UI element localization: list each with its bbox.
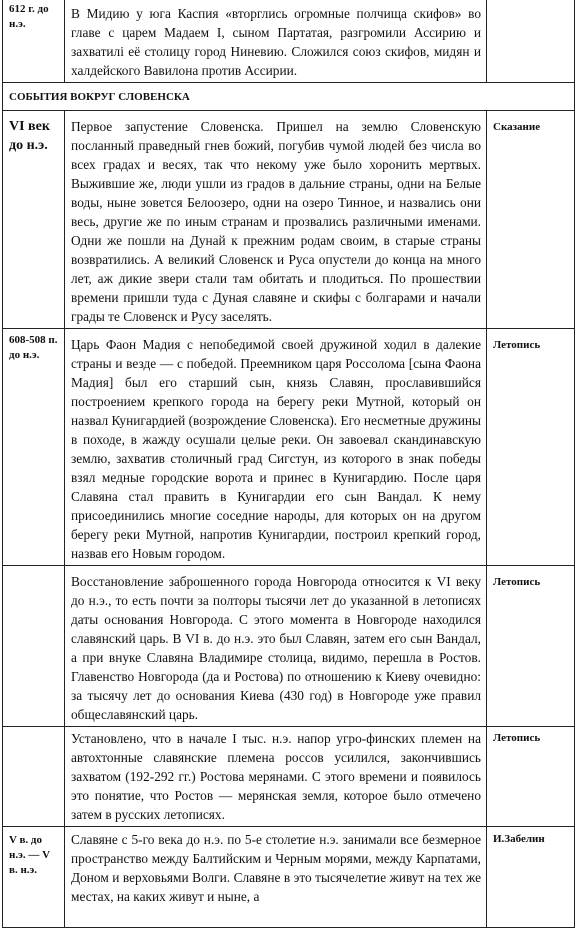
chronology-table bbox=[2, 0, 575, 928]
event-text: Восстановление заброшенного города Новгорода относится к VI веку до н.э., то есть почти за полторы тысячи лет до указанной в летописях даты основания Новгорода. С этого момента в Новгороде находился славянский царь. В VI в. до н.э. это был Славян, затем его сын Вандал, а при внуке Славяна Владимире столица, видимо, перешла в Ростов. Главенство Новгорода (да и Ростова) по отношению к Киеву очевидно: за тысячу лет до основания Киева (430 год) в Новгороде уже правил общеславянский царь. bbox=[71, 574, 481, 722]
table-row bbox=[3, 827, 575, 928]
date-cell bbox=[3, 329, 65, 566]
section-header-row bbox=[3, 83, 575, 111]
event-source: Летопись bbox=[493, 339, 541, 351]
source-cell bbox=[487, 827, 575, 928]
table-row bbox=[3, 111, 575, 329]
source-cell bbox=[487, 727, 575, 827]
table-row bbox=[3, 727, 575, 827]
event-text: Установлено, что в начале I тыс. н.э. напор угро-финских племен на автохтонные славянские племена россов усилился, закончившись захватом (192-292 гг.) Ростова мерянами. С этого времени и появилось это понятие, что Ростов — мерянская земля, которое было отмечено затем в русских летописях. bbox=[71, 731, 481, 822]
text-cell bbox=[65, 727, 487, 827]
text-cell bbox=[65, 827, 487, 928]
event-source: Сказание bbox=[493, 121, 541, 133]
event-date bbox=[3, 566, 64, 572]
text-cell bbox=[65, 329, 487, 566]
text-cell bbox=[65, 566, 487, 727]
event-date: VI век до н.э. bbox=[9, 119, 50, 153]
source-cell bbox=[487, 566, 575, 727]
event-date bbox=[3, 727, 64, 733]
date-cell bbox=[3, 827, 65, 928]
event-source bbox=[487, 0, 574, 9]
event-text: Славяне с 5-го века до н.э. по 5-е столетие н.э. занимали все безмерное пространство между Балтийским и Черным морями, между Карпатами, Доном и верховьями Волги. Славяне в это тысячелетие живут на тех же местах, на каких живут и ныне, а bbox=[71, 832, 481, 904]
section-title: СОБЫТИЯ ВОКРУГ СЛОВЕНСКА bbox=[9, 91, 190, 103]
event-text: В Мидию у юга Каспия «вторглись огромные полчища скифов» во главе с царем Мадаем I, сыном Партатая, разгромили Ассирию и захватилi её столицу город Ниневию. Сложился союз скифов, мидян и халдейского Вавилона против Ассирии. bbox=[71, 6, 481, 78]
source-cell bbox=[487, 329, 575, 566]
text-cell bbox=[65, 111, 487, 329]
table-row bbox=[3, 329, 575, 566]
section-header-cell bbox=[3, 83, 575, 111]
event-date: 608-508 п. до н.э. bbox=[9, 334, 58, 361]
event-date: 612 г. до н.э. bbox=[9, 3, 49, 30]
date-cell bbox=[3, 0, 65, 83]
event-source: Летопись bbox=[493, 732, 541, 744]
source-cell bbox=[487, 111, 575, 329]
table-row bbox=[3, 0, 575, 83]
date-cell bbox=[3, 727, 65, 827]
text-cell bbox=[65, 0, 487, 83]
event-date: V в. до н.э. — V в. н.э. bbox=[9, 834, 50, 876]
source-cell bbox=[487, 0, 575, 83]
event-text: Первое запустение Словенска. Пришел на землю Словенскую посланный праведный гнев божий, погубив чумой людей без числа во всех градах и весях, так что некому уже было хоронить мертвых. Выжившие же, люди ушли из градов в дальние страны, одни на Белые воды, ныне зовется Белоозеро, одни на озеро Тинное, и назвались они весь, другие же по иным странам и прозвались различными именами. Одни же пошли на Дунай к прежним родам своим, в старые страны возвратились. А великий Словенск и Руса опустели до конца на много лет, аж дикие звери стали там обитать и плодиться. По прошествии времени пришли туда с Дуная славяне и скифы с болгарами и начали грады те Словенск и Русу заселять. bbox=[71, 119, 481, 324]
date-cell bbox=[3, 111, 65, 329]
event-text: Царь Фаон Мадия с непобедимой своей дружиной ходил в далекие страны и везде — с победой. Преемником царя Россолома [сына Фаона Мадия] был его старший сын, князь Славян, прославившийся построением крепкого города на берегу реки Мутной, который он назвал Кунигардией (возрождение Словенска). Его несметные дружины в походе, в жажду осушали целые реки. Он завоевал скандинавскую землю, захватив столичный град Сигстун, из которого в знак победы взял медные городские ворота и принес в Кунигардию. После царя Славяна стал править в Кунигардии его сын Вандал. К нему присоединились многие соседние народы, для которых он на другом берегу реки Мутной, напротив Кунигардии, построил крепкий город, назвав его Новым городом. bbox=[71, 337, 481, 561]
date-cell bbox=[3, 566, 65, 727]
event-source: Летопись bbox=[493, 576, 541, 588]
event-source: И.Забелин bbox=[493, 833, 545, 845]
table-row bbox=[3, 566, 575, 727]
